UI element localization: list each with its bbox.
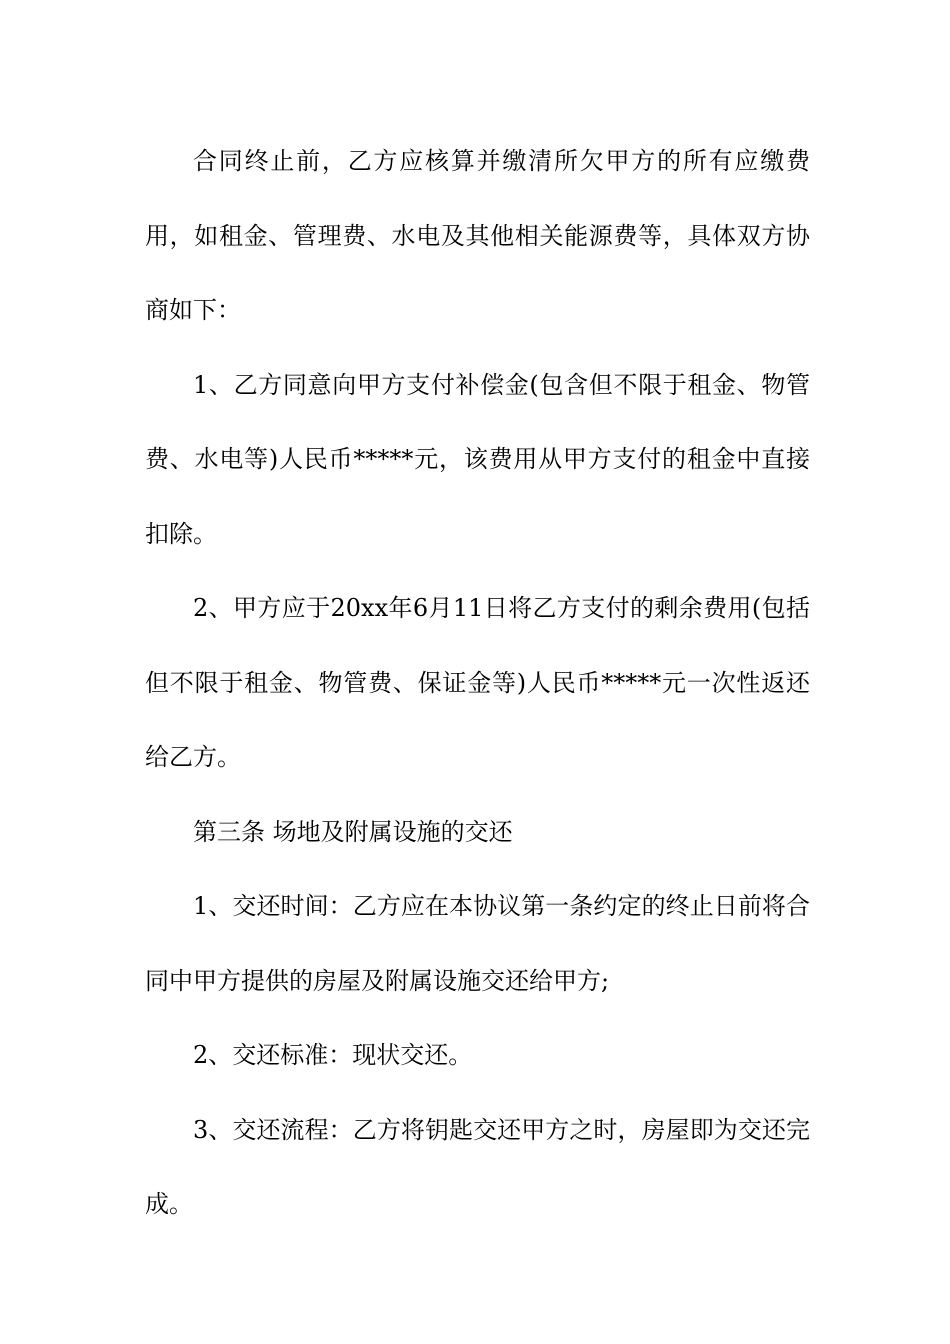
section-heading-article-3: 第三条 场地及附属设施的交还	[193, 817, 513, 846]
paragraph-clause-1-compensation: 1、乙方同意向甲方支付补偿金(包含但不限于租金、物管费、水电等)人民币*****元，该费用从甲方支付的租金中直接扣除。	[145, 370, 810, 548]
paragraph-handover-standard: 2、交还标准：现状交还。	[193, 1041, 473, 1069]
paragraph-fee-settlement: 合同终止前，乙方应核算并缴清所欠甲方的所有应缴费用，如租金、管理费、水电及其他相关能源费等，具体双方协商如下：	[145, 147, 810, 324]
paragraph-handover-time: 1、交还时间：乙方应在本协议第一条约定的终止日前将合同中甲方提供的房屋及附属设施交还给甲方;	[145, 892, 810, 995]
paragraph-clause-2-refund: 2、甲方应于20xx年6月11日将乙方支付的剩余费用(包括但不限于租金、物管费、保证金等)人民币*****元一次性返还给乙方。	[145, 594, 810, 771]
paragraph-handover-process: 3、交还流程：乙方将钥匙交还甲方之时，房屋即为交还完成。	[145, 1115, 810, 1218]
document-body	[145, 124, 810, 1242]
